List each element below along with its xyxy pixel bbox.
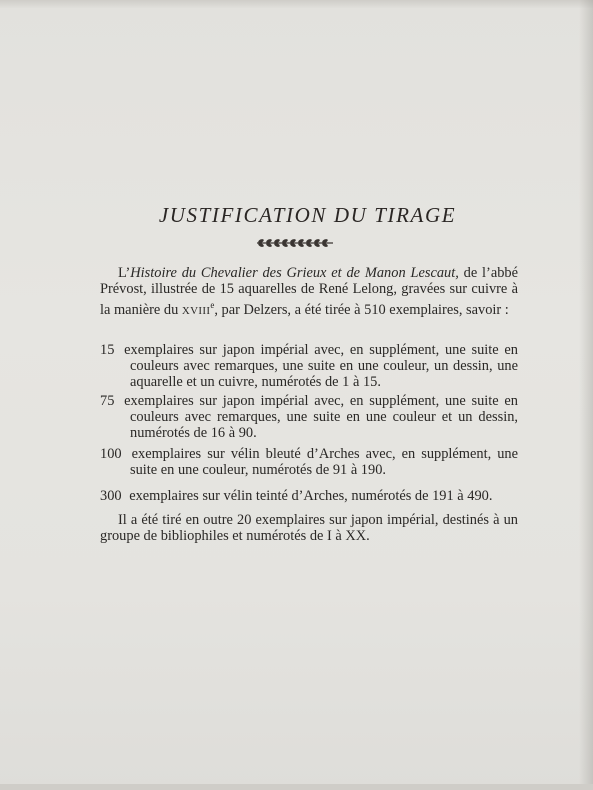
entry-count: 300 bbox=[100, 488, 122, 504]
page-bottom-edge bbox=[0, 784, 593, 790]
closing-paragraph: Il a été tiré en outre 20 exemplaires sur japon impérial, destinés à un groupe de bibliophiles et numérotés de I à XX. bbox=[100, 512, 518, 545]
entry-count: 15 bbox=[100, 342, 115, 358]
entry-text: exemplaires sur japon impérial avec, en supplément, une suite en couleurs avec remarques, une suite en une couleur et un dessin, numérotés de 16 à 90. bbox=[124, 393, 518, 442]
intro-text-1: de l’abbé Prévost, illustrée de 15 aquarelles de René Lelong, gravées sur cuivre à la manière du bbox=[100, 265, 518, 319]
intro-prefix: L’ bbox=[118, 265, 131, 281]
edition-entry bbox=[100, 446, 518, 478]
page-title: JUSTIFICATION DU TIRAGE bbox=[158, 203, 457, 227]
intro-text-2: , par Delzers, a été tirée à 510 exemplaires, savoir : bbox=[214, 302, 509, 319]
edition-entry bbox=[100, 393, 518, 442]
laurel-garland-ornament-icon bbox=[255, 237, 335, 249]
edition-entry bbox=[100, 488, 518, 504]
work-title: Histoire du Chevalier des Grieux et de Manon Lescaut, bbox=[130, 265, 459, 281]
page-top-edge bbox=[0, 0, 593, 8]
entry-text: exemplaires sur vélin bleuté d’Arches avec, en supplément, une suite en une couleur, numérotés de 91 à 190. bbox=[130, 446, 518, 479]
intro-paragraph bbox=[100, 265, 518, 319]
century-superscript: e bbox=[210, 300, 215, 311]
page-right-shadow bbox=[579, 0, 593, 790]
entry-count: 100 bbox=[100, 446, 122, 462]
edition-entry bbox=[100, 342, 518, 391]
century-numeral: XVIII bbox=[181, 305, 211, 318]
entry-text: exemplaires sur vélin teinté d’Arches, numérotés de 191 à 490. bbox=[129, 488, 493, 504]
entry-count: 75 bbox=[100, 393, 115, 409]
entry-text: exemplaires sur japon impérial avec, en supplément, une suite en couleurs avec remarques, une suite en une couleur, un dessin, une aquarelle et un cuivre, numérotés de 1 à 15. bbox=[124, 342, 518, 391]
